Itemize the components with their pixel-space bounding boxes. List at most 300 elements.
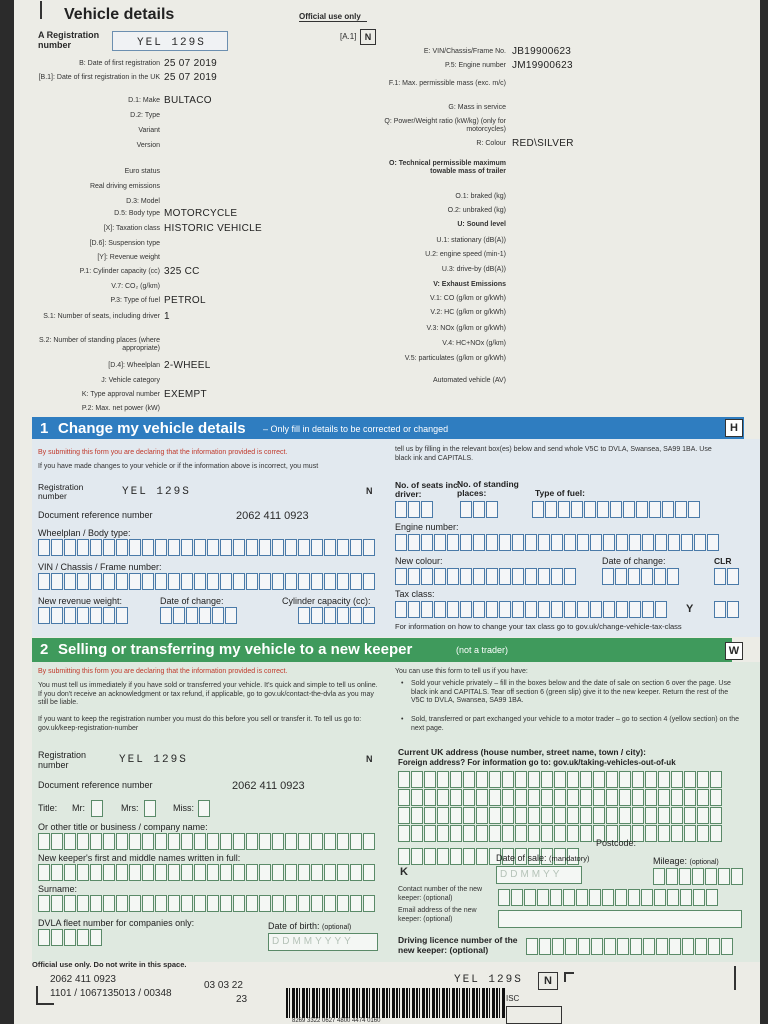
char-box[interactable] — [129, 895, 141, 912]
licence-input[interactable] — [526, 938, 733, 955]
char-box[interactable] — [567, 825, 579, 842]
char-box[interactable] — [142, 539, 154, 556]
char-box[interactable] — [64, 573, 76, 590]
char-box[interactable] — [615, 568, 627, 585]
char-box[interactable] — [220, 864, 232, 881]
char-box[interactable] — [512, 601, 524, 618]
char-box[interactable] — [619, 807, 631, 824]
char-box[interactable] — [463, 771, 475, 788]
char-box[interactable] — [473, 568, 485, 585]
char-box[interactable] — [502, 825, 514, 842]
char-box[interactable] — [246, 833, 258, 850]
char-box[interactable] — [116, 895, 128, 912]
char-box[interactable] — [155, 539, 167, 556]
char-box[interactable] — [707, 534, 719, 551]
char-box[interactable] — [525, 568, 537, 585]
char-box[interactable] — [565, 938, 577, 955]
char-box[interactable] — [408, 534, 420, 551]
char-box[interactable] — [220, 833, 232, 850]
char-box[interactable] — [563, 889, 575, 906]
char-box[interactable] — [272, 895, 284, 912]
char-box[interactable] — [584, 501, 596, 518]
char-box[interactable] — [602, 568, 614, 585]
char-box[interactable] — [155, 864, 167, 881]
char-box[interactable] — [695, 938, 707, 955]
char-box[interactable] — [437, 789, 449, 806]
char-box[interactable] — [38, 864, 50, 881]
char-box[interactable] — [181, 864, 193, 881]
char-box[interactable] — [225, 607, 237, 624]
char-box[interactable] — [705, 868, 717, 885]
char-box[interactable] — [708, 938, 720, 955]
char-box[interactable] — [710, 807, 722, 824]
char-box[interactable] — [512, 534, 524, 551]
char-box[interactable] — [90, 929, 102, 946]
char-box[interactable] — [194, 833, 206, 850]
char-box[interactable] — [629, 534, 641, 551]
mileage-input[interactable] — [653, 868, 743, 885]
char-box[interactable] — [669, 938, 681, 955]
char-box[interactable] — [668, 534, 680, 551]
char-box[interactable] — [350, 864, 362, 881]
clr-input[interactable] — [714, 568, 739, 585]
char-box[interactable] — [64, 607, 76, 624]
char-box[interactable] — [186, 607, 198, 624]
char-box[interactable] — [616, 601, 628, 618]
address-input[interactable] — [398, 771, 722, 843]
char-box[interactable] — [655, 534, 667, 551]
char-box[interactable] — [642, 601, 654, 618]
dob-input[interactable]: DDMMYYYY — [268, 933, 378, 951]
char-box[interactable] — [692, 868, 704, 885]
char-box[interactable] — [173, 607, 185, 624]
char-box[interactable] — [643, 938, 655, 955]
char-box[interactable] — [671, 807, 683, 824]
char-box[interactable] — [395, 601, 407, 618]
char-box[interactable] — [684, 789, 696, 806]
char-box[interactable] — [550, 889, 562, 906]
char-box[interactable] — [545, 501, 557, 518]
char-box[interactable] — [350, 607, 362, 624]
char-box[interactable] — [450, 771, 462, 788]
char-box[interactable] — [311, 539, 323, 556]
char-box[interactable] — [554, 825, 566, 842]
char-box[interactable] — [658, 825, 670, 842]
char-box[interactable] — [525, 534, 537, 551]
char-box[interactable] — [168, 573, 180, 590]
char-box[interactable] — [434, 568, 446, 585]
char-box[interactable] — [606, 771, 618, 788]
char-box[interactable] — [721, 938, 733, 955]
char-box[interactable] — [727, 568, 739, 585]
char-box[interactable] — [694, 534, 706, 551]
char-box[interactable] — [116, 539, 128, 556]
char-box[interactable] — [181, 833, 193, 850]
char-box[interactable] — [363, 573, 375, 590]
char-box[interactable] — [311, 864, 323, 881]
char-box[interactable] — [714, 601, 726, 618]
char-box[interactable] — [77, 833, 89, 850]
char-box[interactable] — [606, 807, 618, 824]
char-box[interactable] — [486, 568, 498, 585]
char-box[interactable] — [233, 895, 245, 912]
char-box[interactable] — [181, 539, 193, 556]
char-box[interactable] — [90, 539, 102, 556]
char-box[interactable] — [727, 601, 739, 618]
mr-checkbox[interactable] — [91, 800, 103, 817]
char-box[interactable] — [116, 607, 128, 624]
char-box[interactable] — [90, 895, 102, 912]
char-box[interactable] — [710, 771, 722, 788]
char-box[interactable] — [38, 573, 50, 590]
char-box[interactable] — [207, 864, 219, 881]
tax-extra-input[interactable] — [714, 601, 739, 618]
char-box[interactable] — [655, 601, 667, 618]
char-box[interactable] — [51, 539, 63, 556]
char-box[interactable] — [489, 825, 501, 842]
char-box[interactable] — [593, 807, 605, 824]
char-box[interactable] — [617, 938, 629, 955]
colour-date-input[interactable] — [602, 568, 679, 585]
char-box[interactable] — [51, 607, 63, 624]
char-box[interactable] — [77, 895, 89, 912]
char-box[interactable] — [489, 771, 501, 788]
char-box[interactable] — [90, 573, 102, 590]
char-box[interactable] — [593, 789, 605, 806]
char-box[interactable] — [51, 895, 63, 912]
char-box[interactable] — [688, 501, 700, 518]
char-box[interactable] — [129, 573, 141, 590]
char-box[interactable] — [207, 539, 219, 556]
char-box[interactable] — [693, 889, 705, 906]
char-box[interactable] — [532, 501, 544, 518]
mrs-checkbox[interactable] — [144, 800, 156, 817]
colour-input[interactable] — [395, 568, 576, 585]
char-box[interactable] — [541, 825, 553, 842]
char-box[interactable] — [324, 573, 336, 590]
char-box[interactable] — [632, 789, 644, 806]
char-box[interactable] — [116, 864, 128, 881]
char-box[interactable] — [591, 938, 603, 955]
char-box[interactable] — [463, 789, 475, 806]
char-box[interactable] — [619, 771, 631, 788]
char-box[interactable] — [577, 601, 589, 618]
char-box[interactable] — [486, 534, 498, 551]
contact-input[interactable] — [498, 889, 718, 906]
char-box[interactable] — [285, 833, 297, 850]
char-box[interactable] — [395, 534, 407, 551]
char-box[interactable] — [298, 573, 310, 590]
char-box[interactable] — [421, 534, 433, 551]
char-box[interactable] — [350, 833, 362, 850]
char-box[interactable] — [142, 833, 154, 850]
char-box[interactable] — [246, 895, 258, 912]
cylinder-input[interactable] — [298, 607, 375, 624]
char-box[interactable] — [311, 607, 323, 624]
char-box[interactable] — [51, 929, 63, 946]
char-box[interactable] — [576, 889, 588, 906]
char-box[interactable] — [408, 501, 420, 518]
char-box[interactable] — [666, 868, 678, 885]
tax-input[interactable] — [395, 601, 667, 618]
char-box[interactable] — [476, 771, 488, 788]
char-box[interactable] — [645, 807, 657, 824]
char-box[interactable] — [681, 534, 693, 551]
char-box[interactable] — [623, 501, 635, 518]
char-box[interactable] — [460, 568, 472, 585]
char-box[interactable] — [671, 789, 683, 806]
char-box[interactable] — [437, 825, 449, 842]
char-box[interactable] — [658, 789, 670, 806]
char-box[interactable] — [350, 895, 362, 912]
char-box[interactable] — [697, 807, 709, 824]
char-box[interactable] — [194, 895, 206, 912]
char-box[interactable] — [421, 601, 433, 618]
char-box[interactable] — [103, 895, 115, 912]
char-box[interactable] — [298, 895, 310, 912]
char-box[interactable] — [630, 938, 642, 955]
char-box[interactable] — [447, 601, 459, 618]
char-box[interactable] — [259, 895, 271, 912]
char-box[interactable] — [64, 864, 76, 881]
char-box[interactable] — [51, 573, 63, 590]
other-title-input[interactable] — [38, 833, 375, 850]
char-box[interactable] — [463, 825, 475, 842]
char-box[interactable] — [103, 539, 115, 556]
char-box[interactable] — [632, 807, 644, 824]
char-box[interactable] — [38, 929, 50, 946]
char-box[interactable] — [667, 568, 679, 585]
char-box[interactable] — [654, 889, 666, 906]
char-box[interactable] — [632, 771, 644, 788]
char-box[interactable] — [567, 771, 579, 788]
char-box[interactable] — [476, 848, 488, 865]
char-box[interactable] — [90, 864, 102, 881]
char-box[interactable] — [658, 771, 670, 788]
char-box[interactable] — [645, 771, 657, 788]
char-box[interactable] — [554, 789, 566, 806]
char-box[interactable] — [160, 607, 172, 624]
char-box[interactable] — [199, 607, 211, 624]
char-box[interactable] — [437, 807, 449, 824]
char-box[interactable] — [337, 539, 349, 556]
char-box[interactable] — [311, 833, 323, 850]
char-box[interactable] — [77, 929, 89, 946]
char-box[interactable] — [567, 807, 579, 824]
char-box[interactable] — [363, 539, 375, 556]
char-box[interactable] — [499, 601, 511, 618]
char-box[interactable] — [324, 607, 336, 624]
char-box[interactable] — [511, 889, 523, 906]
char-box[interactable] — [272, 833, 284, 850]
char-box[interactable] — [64, 833, 76, 850]
char-box[interactable] — [90, 833, 102, 850]
char-box[interactable] — [528, 807, 540, 824]
char-box[interactable] — [220, 539, 232, 556]
char-box[interactable] — [77, 573, 89, 590]
char-box[interactable] — [337, 833, 349, 850]
char-box[interactable] — [580, 825, 592, 842]
char-box[interactable] — [538, 534, 550, 551]
char-box[interactable] — [656, 938, 668, 955]
char-box[interactable] — [324, 833, 336, 850]
char-box[interactable] — [233, 864, 245, 881]
char-box[interactable] — [460, 601, 472, 618]
char-box[interactable] — [434, 601, 446, 618]
char-box[interactable] — [564, 534, 576, 551]
names-input[interactable] — [38, 864, 375, 881]
char-box[interactable] — [502, 807, 514, 824]
char-box[interactable] — [103, 864, 115, 881]
char-box[interactable] — [515, 807, 527, 824]
char-box[interactable] — [718, 868, 730, 885]
char-box[interactable] — [697, 771, 709, 788]
char-box[interactable] — [502, 771, 514, 788]
char-box[interactable] — [658, 807, 670, 824]
char-box[interactable] — [233, 833, 245, 850]
char-box[interactable] — [558, 501, 570, 518]
char-box[interactable] — [77, 607, 89, 624]
sale-date-input[interactable]: DDMMYY — [496, 866, 582, 884]
char-box[interactable] — [567, 789, 579, 806]
char-box[interactable] — [580, 771, 592, 788]
char-box[interactable] — [212, 607, 224, 624]
char-box[interactable] — [398, 807, 410, 824]
char-box[interactable] — [642, 534, 654, 551]
char-box[interactable] — [528, 789, 540, 806]
char-box[interactable] — [486, 501, 498, 518]
engine-input[interactable] — [395, 534, 719, 551]
char-box[interactable] — [539, 938, 551, 955]
char-box[interactable] — [398, 789, 410, 806]
char-box[interactable] — [538, 568, 550, 585]
char-box[interactable] — [168, 895, 180, 912]
char-box[interactable] — [538, 601, 550, 618]
char-box[interactable] — [662, 501, 674, 518]
char-box[interactable] — [259, 573, 271, 590]
char-box[interactable] — [207, 573, 219, 590]
char-box[interactable] — [554, 771, 566, 788]
miss-checkbox[interactable] — [198, 800, 210, 817]
char-box[interactable] — [499, 534, 511, 551]
char-box[interactable] — [103, 607, 115, 624]
char-box[interactable] — [168, 864, 180, 881]
char-box[interactable] — [551, 568, 563, 585]
char-box[interactable] — [51, 833, 63, 850]
char-box[interactable] — [684, 807, 696, 824]
char-box[interactable] — [298, 833, 310, 850]
char-box[interactable] — [194, 539, 206, 556]
char-box[interactable] — [679, 868, 691, 885]
char-box[interactable] — [129, 539, 141, 556]
char-box[interactable] — [64, 929, 76, 946]
char-box[interactable] — [259, 539, 271, 556]
char-box[interactable] — [272, 864, 284, 881]
char-box[interactable] — [155, 833, 167, 850]
char-box[interactable] — [580, 789, 592, 806]
char-box[interactable] — [473, 534, 485, 551]
char-box[interactable] — [38, 607, 50, 624]
char-box[interactable] — [671, 771, 683, 788]
char-box[interactable] — [486, 601, 498, 618]
char-box[interactable] — [616, 534, 628, 551]
char-box[interactable] — [311, 895, 323, 912]
char-box[interactable] — [363, 607, 375, 624]
char-box[interactable] — [603, 534, 615, 551]
char-box[interactable] — [476, 789, 488, 806]
char-box[interactable] — [615, 889, 627, 906]
char-box[interactable] — [463, 807, 475, 824]
char-box[interactable] — [207, 895, 219, 912]
char-box[interactable] — [103, 573, 115, 590]
fleet-input[interactable] — [38, 929, 102, 946]
char-box[interactable] — [38, 833, 50, 850]
char-box[interactable] — [363, 833, 375, 850]
char-box[interactable] — [473, 501, 485, 518]
char-box[interactable] — [411, 789, 423, 806]
char-box[interactable] — [571, 501, 583, 518]
char-box[interactable] — [667, 889, 679, 906]
char-box[interactable] — [629, 601, 641, 618]
char-box[interactable] — [155, 573, 167, 590]
char-box[interactable] — [450, 825, 462, 842]
char-box[interactable] — [606, 789, 618, 806]
char-box[interactable] — [551, 601, 563, 618]
char-box[interactable] — [714, 568, 726, 585]
char-box[interactable] — [363, 895, 375, 912]
char-box[interactable] — [512, 568, 524, 585]
char-box[interactable] — [437, 771, 449, 788]
char-box[interactable] — [350, 573, 362, 590]
char-box[interactable] — [395, 568, 407, 585]
char-box[interactable] — [564, 568, 576, 585]
char-box[interactable] — [285, 539, 297, 556]
char-box[interactable] — [246, 539, 258, 556]
char-box[interactable] — [298, 607, 310, 624]
char-box[interactable] — [706, 889, 718, 906]
char-box[interactable] — [641, 889, 653, 906]
char-box[interactable] — [684, 825, 696, 842]
char-box[interactable] — [525, 601, 537, 618]
char-box[interactable] — [619, 789, 631, 806]
seats-input[interactable] — [395, 501, 433, 518]
char-box[interactable] — [476, 825, 488, 842]
char-box[interactable] — [649, 501, 661, 518]
char-box[interactable] — [434, 534, 446, 551]
char-box[interactable] — [424, 771, 436, 788]
char-box[interactable] — [220, 573, 232, 590]
char-box[interactable] — [398, 825, 410, 842]
char-box[interactable] — [103, 833, 115, 850]
char-box[interactable] — [463, 848, 475, 865]
char-box[interactable] — [285, 573, 297, 590]
char-box[interactable] — [411, 825, 423, 842]
char-box[interactable] — [298, 864, 310, 881]
char-box[interactable] — [447, 534, 459, 551]
char-box[interactable] — [411, 807, 423, 824]
char-box[interactable] — [590, 534, 602, 551]
char-box[interactable] — [220, 895, 232, 912]
char-box[interactable] — [398, 848, 410, 865]
char-box[interactable] — [77, 864, 89, 881]
char-box[interactable] — [489, 789, 501, 806]
char-box[interactable] — [142, 895, 154, 912]
char-box[interactable] — [645, 789, 657, 806]
char-box[interactable] — [194, 573, 206, 590]
char-box[interactable] — [515, 771, 527, 788]
char-box[interactable] — [408, 601, 420, 618]
char-box[interactable] — [552, 938, 564, 955]
